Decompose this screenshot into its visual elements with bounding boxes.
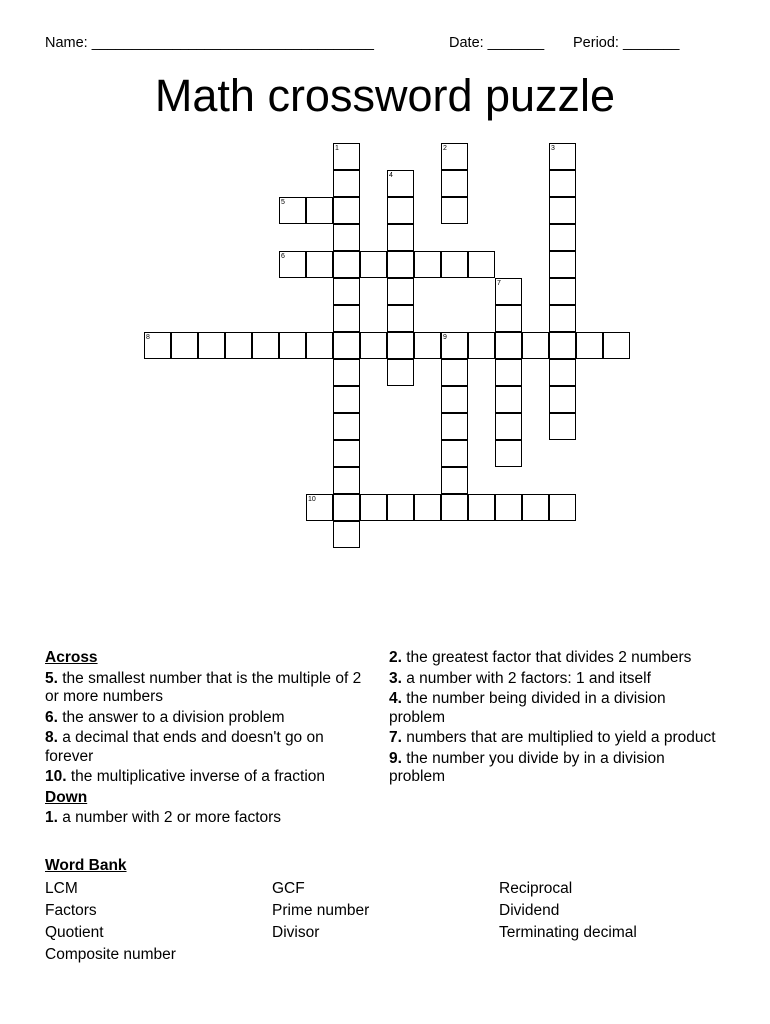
crossword-cell[interactable] <box>495 359 522 386</box>
clue-number: 5 <box>281 199 285 206</box>
clue-across-6: 6. the answer to a division problem <box>45 708 285 726</box>
clue-number: 3 <box>551 145 555 152</box>
crossword-cell[interactable] <box>441 197 468 224</box>
word-bank-item: Composite number <box>45 946 176 963</box>
clue-across-10: 10. the multiplicative inverse of a fraction <box>45 768 326 785</box>
clue-down-1: 1. a number with 2 or more factors <box>45 809 282 826</box>
crossword-cell[interactable] <box>387 332 414 359</box>
crossword-cell[interactable] <box>468 251 495 278</box>
crossword-cell[interactable] <box>441 251 468 278</box>
crossword-cell[interactable] <box>306 197 333 224</box>
clue-down-2: 2. the greatest factor that divides 2 numbers <box>389 649 692 666</box>
word-bank-item: Quotient <box>45 924 104 941</box>
crossword-cell[interactable] <box>333 278 360 305</box>
crossword-cell[interactable] <box>441 359 468 386</box>
crossword-cell[interactable] <box>252 332 279 359</box>
crossword-cell[interactable] <box>198 332 225 359</box>
crossword-cell[interactable] <box>549 251 576 278</box>
date-field: Date: _______ <box>449 35 545 51</box>
clue-down-3: 3. a number with 2 factors: 1 and itself <box>389 669 651 687</box>
clue-across-8: 8. a decimal that ends and doesn't go on forever <box>45 729 324 765</box>
clue-down-9: 9. the number you divide by in a division problem <box>389 749 665 785</box>
crossword-cell[interactable] <box>441 467 468 494</box>
crossword-cell[interactable] <box>495 413 522 440</box>
clues-left <box>45 649 375 830</box>
crossword-cell[interactable] <box>414 251 441 278</box>
crossword-cell[interactable] <box>306 251 333 278</box>
crossword-cell[interactable] <box>171 332 198 359</box>
crossword-cell[interactable] <box>387 359 414 386</box>
crossword-cell[interactable] <box>333 467 360 494</box>
crossword-cell[interactable] <box>333 521 360 548</box>
crossword-cell[interactable] <box>549 170 576 197</box>
clue-across-5: 5. the smallest number that is the multiple of 2 or more numbers <box>45 669 362 705</box>
word-bank-item: GCF <box>272 880 305 897</box>
word-bank-item: Reciprocal <box>499 880 573 897</box>
word-bank-item: Prime number <box>272 902 370 919</box>
crossword-cell[interactable] <box>387 197 414 224</box>
clue-number: 7 <box>497 280 501 287</box>
crossword-cell[interactable] <box>468 332 495 359</box>
crossword-cell[interactable] <box>495 305 522 332</box>
clue-number: 4 <box>389 172 393 179</box>
word-bank-item: Dividend <box>499 902 560 919</box>
crossword-cell[interactable] <box>441 440 468 467</box>
word-bank-item: Factors <box>45 902 97 919</box>
crossword-cell[interactable] <box>387 278 414 305</box>
page-title: Math crossword puzzle <box>154 70 616 121</box>
clue-number: 10 <box>308 496 316 503</box>
clue-number: 6 <box>281 253 285 260</box>
crossword-cell[interactable] <box>468 494 495 521</box>
clue-number: 8 <box>146 334 150 341</box>
crossword-cell[interactable] <box>387 251 414 278</box>
crossword-cell[interactable] <box>495 386 522 413</box>
crossword-cell[interactable] <box>333 224 360 251</box>
crossword-cell[interactable] <box>549 197 576 224</box>
crossword-cell[interactable] <box>360 251 387 278</box>
name-field: Name: ___________________________________ <box>45 35 374 51</box>
crossword-cell[interactable] <box>333 359 360 386</box>
crossword-cell[interactable] <box>333 413 360 440</box>
crossword-cell[interactable] <box>522 494 549 521</box>
clues-right <box>389 649 719 789</box>
crossword-cell[interactable] <box>333 386 360 413</box>
crossword-cell[interactable] <box>333 170 360 197</box>
crossword-cell[interactable] <box>495 494 522 521</box>
crossword-cell[interactable] <box>333 251 360 278</box>
crossword-cell[interactable] <box>387 224 414 251</box>
crossword-cell[interactable] <box>549 359 576 386</box>
crossword-cell[interactable] <box>333 305 360 332</box>
clue-number: 2 <box>443 145 447 152</box>
crossword-cell[interactable] <box>549 332 576 359</box>
crossword-cell[interactable] <box>576 332 603 359</box>
crossword-cell[interactable] <box>225 332 252 359</box>
word-bank-item: Divisor <box>272 924 320 941</box>
crossword-cell[interactable] <box>414 332 441 359</box>
word-bank-item: Terminating decimal <box>499 924 637 941</box>
across-heading: Across <box>45 649 98 666</box>
crossword-cell[interactable] <box>522 332 549 359</box>
clue-down-4: 4. the number being divided in a division problem <box>389 690 666 726</box>
crossword-cell[interactable] <box>549 305 576 332</box>
crossword-cell[interactable] <box>495 440 522 467</box>
crossword-cell[interactable] <box>549 413 576 440</box>
crossword-cell[interactable] <box>441 413 468 440</box>
crossword-cell[interactable] <box>333 440 360 467</box>
crossword-cell[interactable] <box>333 494 360 521</box>
down-heading: Down <box>45 788 88 806</box>
crossword-cell[interactable] <box>441 494 468 521</box>
word-bank-heading: Word Bank <box>45 857 127 874</box>
crossword-cell[interactable] <box>306 332 333 359</box>
crossword-cell[interactable] <box>279 332 306 359</box>
crossword-cell[interactable] <box>360 494 387 521</box>
crossword-cell[interactable] <box>549 278 576 305</box>
crossword-cell[interactable] <box>441 386 468 413</box>
crossword-cell[interactable] <box>360 332 387 359</box>
crossword-cell[interactable] <box>333 197 360 224</box>
crossword-cell[interactable] <box>387 305 414 332</box>
crossword-cell[interactable] <box>549 386 576 413</box>
crossword-cell[interactable] <box>441 170 468 197</box>
clue-number: 1 <box>335 145 339 152</box>
crossword-cell[interactable] <box>603 332 630 359</box>
clue-down-7: 7. numbers that are multiplied to yield a product <box>389 729 716 746</box>
crossword-cell[interactable] <box>495 332 522 359</box>
crossword-cell[interactable] <box>414 494 441 521</box>
word-bank-item: LCM <box>45 880 78 897</box>
period-field: Period: _______ <box>573 35 680 51</box>
crossword-cell[interactable] <box>387 494 414 521</box>
clue-number: 9 <box>443 334 447 341</box>
crossword-cell[interactable] <box>549 224 576 251</box>
crossword-cell[interactable] <box>333 332 360 359</box>
crossword-cell[interactable] <box>549 494 576 521</box>
